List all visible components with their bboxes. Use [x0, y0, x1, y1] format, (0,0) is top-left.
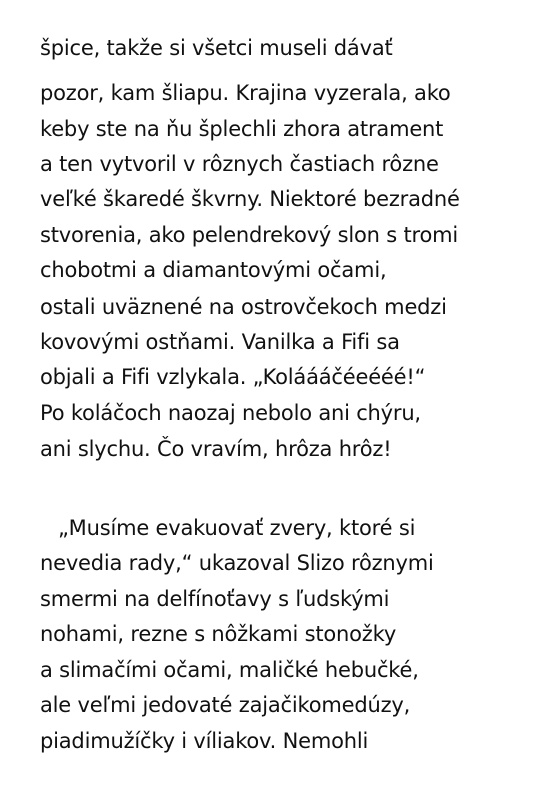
text-line: chobotmi a diamantovými očami, — [40, 258, 387, 282]
text-line: veľké škaredé škvrny. Niektoré bezradné — [40, 187, 460, 211]
text-line: pozor, kam šliapu. Krajina vyzerala, ako — [40, 81, 451, 105]
text-line: keby ste na ňu šplechli zhora atrament — [40, 117, 444, 141]
text-line: kovovými ostňami. Vanilka a Fifi sa — [40, 330, 400, 354]
text-line: Po koláčoch naozaj nebolo ani chýru, — [40, 401, 421, 425]
text-line: ani slychu. Čo vravím, hrôza hrôz! — [40, 437, 392, 461]
text-line: a ten vytvoril v rôznych častiach rôzne — [40, 152, 439, 176]
text-line: objali a Fifi vzlykala. „Koláááčéeééé!“ — [40, 365, 426, 389]
text-line: piadimužíčky i víliakov. Nemohli — [40, 729, 369, 753]
text-line: nevedia rady,“ ukazoval Slizo rôznymi — [40, 551, 434, 575]
text-line: ostali uväznené na ostrovčekoch medzi — [40, 295, 447, 319]
text-line: a slimačími očami, maličké hebučké, — [40, 658, 419, 682]
text-line: ale veľmi jedovaté zajačikomedúzy, — [40, 693, 411, 717]
text-line: nohami, rezne s nôžkami stonožky — [40, 622, 397, 646]
text-line: smermi na delfínoťavy s ľudskými — [40, 587, 390, 611]
text-line-indented: „Musíme evakuovať zvery, ktoré si — [58, 516, 416, 540]
text-line: špice, takže si všetci museli dávať — [40, 36, 393, 60]
text-line: stvorenia, ako pelendrekový slon s tromi — [40, 223, 459, 247]
